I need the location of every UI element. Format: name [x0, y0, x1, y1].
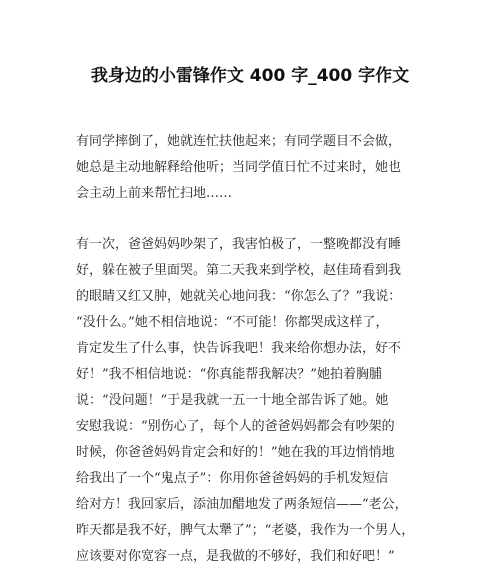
paragraph-line: 说：“没问题！”于是我就一五一十地全部告诉了她。她 [76, 393, 389, 408]
paragraph-line: 她总是主动地解释给他听；当同学值日忙不过来时，她也 [76, 160, 402, 175]
paragraph-line: 肯定发生了什么事，快告诉我吧！我来给你想办法，好不 [76, 341, 402, 356]
paragraph-line: 给对方！我回家后，添油加醋地发了两条短信——“老公， [76, 497, 408, 512]
paragraph-line: 会主动上前来帮忙扫地…… [76, 186, 233, 201]
paragraph-2 [76, 232, 414, 566]
paragraph-line: “没什么。”她不相信地说：“不可能！你都哭成这样了， [76, 315, 389, 330]
paragraph-line: 好！”我不相信地说：“你真能帮我解决？”她拍着胸脯 [76, 367, 382, 382]
paragraph-line: 的眼睛又红又肿，她就关心地问我：“你怎么了？”我说： [76, 289, 402, 304]
paragraph-line: 好，躲在被子里面哭。第二天我来到学校，赵佳琦看到我 [76, 263, 402, 278]
paragraph-line: 安慰我说：“别伤心了，每个人的爸爸妈妈都会有吵架的 [76, 419, 395, 434]
paragraph-line: 时候，你爸爸妈妈肯定会和好的！”她在我的耳边悄悄地 [76, 445, 395, 460]
document-title: 我身边的小雷锋作文 400 字_400 字作文 [90, 66, 410, 86]
paragraph-line: 应该要对你宽容一点，是我做的不够好，我们和好吧！” [76, 549, 395, 564]
paragraph-line: 有同学摔倒了，她就连忙扶他起来；有同学题目不会做， [76, 134, 402, 149]
paragraph-1 [76, 129, 401, 207]
paragraph-line: 给我出了一个“鬼点子”：你用你爸爸妈妈的手机发短信 [76, 471, 389, 486]
paragraph-line: 有一次，爸爸妈妈吵架了，我害怕极了，一整晚都没有睡 [76, 237, 402, 252]
paragraph-line: 昨天都是我不好，脾气太犟了”；“老婆，我作为一个男人， [76, 523, 415, 538]
